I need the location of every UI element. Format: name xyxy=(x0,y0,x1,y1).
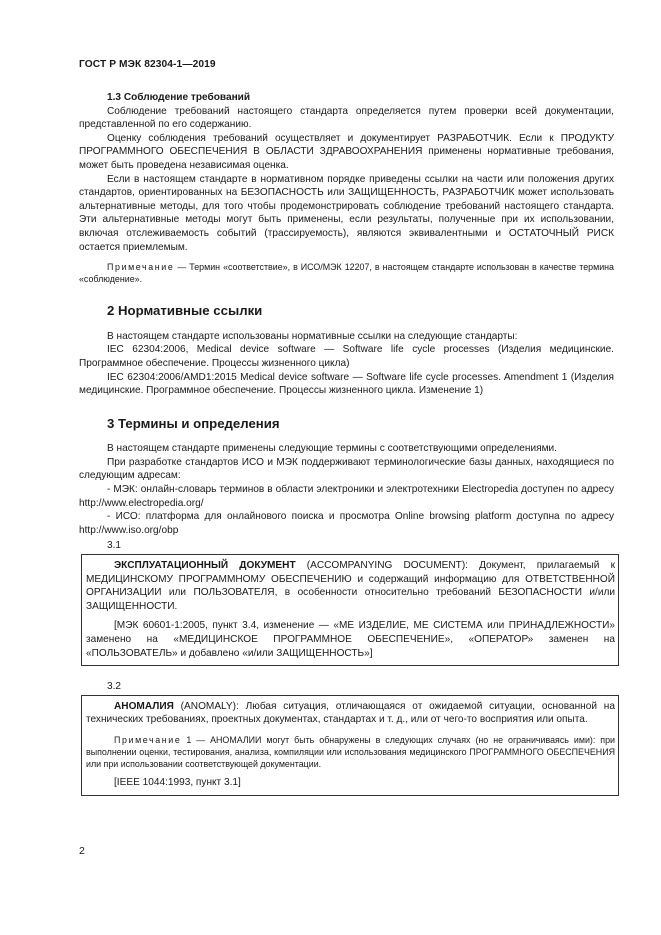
page-number: 2 xyxy=(79,845,85,857)
term-3-1-term: ЭКСПЛУАТАЦИОННЫЙ ДОКУМЕНТ xyxy=(114,560,296,572)
section-3-iso-link: - ИСО: платформа для онлайнового поиска и просмотра Online browsing platform доступна по адресу http://www.iso.org/obp xyxy=(79,511,614,536)
section-1-3-heading: 1.3 Соблюдение требований xyxy=(107,92,251,103)
section-1-3-paragraph-3: Если в настоящем стандарте в нормативном порядке приведены ссылки на части или положения других стандартов, ориентированных на БЕЗОПАСНОСТЬ или ЗАЩИЩЕННОСТЬ, РАЗРАБОТЧИК может использовать альтернативные методы, для того чтобы продемонстрировать соблюдение требований настоящего стандарта. Эти альтернативные методы могут быть применены, если результаты, полученные при их использовании, включая отслеживаемость событий (трассируемость), являются эквивалентными и ОСТАТОЧНЫЙ РИСК остается приемлемым. xyxy=(79,173,614,253)
term-3-1-number: 3.1 xyxy=(107,540,122,552)
term-3-2-source: [IEEE 1044:1993, пункт 3.1] xyxy=(114,776,241,788)
term-3-2-box xyxy=(81,695,619,796)
note-label: Примечание xyxy=(107,262,175,273)
term-3-2-note xyxy=(86,734,615,770)
term-3-1-definition-text: (ACCOMPANYING DOCUMENT): Документ, прилагаемый к МЕДИЦИНСКОМУ ПРОГРАММНОМУ ОБЕСПЕЧЕНИЮ и содержащий информацию для ОТВЕТСТВЕННОЙ ОРГАНИЗАЦИИ или ПОЛЬЗОВАТЕЛЯ, в особенности относительно требований БЕЗОПАСНОСТИ и/или ЗАЩИЩЕННОСТИ. xyxy=(86,560,615,612)
section-3-heading: 3 Термины и определения xyxy=(107,415,280,431)
section-2-heading: 2 Нормативные ссылки xyxy=(107,303,263,319)
note-text: 1 — АНОМАЛИИ могут быть обнаружены в следующих случаях (но не ограничиваясь ими): при выполнении оценки, тестирования, анализа, компиляции или использования медицинского ПРОГРАММНОГО ОБЕСПЕЧЕНИЯ или при использовании соответствующей документации. xyxy=(86,734,615,769)
term-3-2-definition-text: (ANOMALY): Любая ситуация, отличающаяся от ожидаемой ситуации, основанной на технических требованиях, проектных документах, стандартах и т. д., или от чего-то восприятия или опыта. xyxy=(86,700,615,726)
term-3-1-definition xyxy=(86,559,615,613)
term-3-1-source: [МЭК 60601-1:2005, пункт 3.4, изменение — «МЕ ИЗДЕЛИЕ, МЕ СИСТЕМА или ПРИНАДЛЕЖНОСТИ» заменено на «МЕДИЦИНСКОЕ ПРОГРАММНОЕ ОБЕСПЕЧЕНИЕ», «ОПЕРАТОР» заменен на «ПОЛЬЗОВАТЕЛЬ» и добавлено «и/или ЗАЩИЩЕННОСТЬ»] xyxy=(86,620,615,659)
document-body xyxy=(79,91,614,796)
document-header-title: ГОСТ Р МЭК 82304-1—2019 xyxy=(79,59,216,70)
section-3-iec-link: - МЭК: онлайн-словарь терминов в области электроники и электротехники Electropedia доступен по адресу http://www.electropedia.org/ xyxy=(79,484,614,509)
section-3-intro: В настоящем стандарте применены следующие термины с соответствующими определениями. xyxy=(107,443,557,455)
note-label: Примечание xyxy=(114,734,182,745)
section-1-3-note xyxy=(79,261,614,285)
section-3-paragraph-2: При разработке стандартов ИСО и МЭК поддерживают терминологические базы данных, находящиеся по следующим адресам: xyxy=(79,456,614,482)
section-1-3-paragraph-2: Оценку соблюдения требований осуществляет и документирует РАЗРАБОТЧИК. Если к ПРОДУКТУ ПРОГРАММНОГО ОБЕСПЕЧЕНИЯ В ОБЛАСТИ ЗДРАВООХРАНЕНИЯ применены нормативные требования, может быть проведена независимая оценка. xyxy=(79,132,614,171)
normative-reference-1: IEC 62304:2006, Medical device software — Software life cycle processes (Изделия медицинские. Программное обеспечение. Процессы жизненного цикла) xyxy=(79,344,614,369)
term-3-2-definition xyxy=(86,700,615,727)
term-3-2-number: 3.2 xyxy=(107,681,122,693)
section-2-intro: В настоящем стандарте использованы нормативные ссылки на следующие стандарты: xyxy=(107,330,518,342)
term-3-1-box xyxy=(81,554,619,666)
normative-reference-2: IEC 62304:2006/AMD1:2015 Medical device software — Software life cycle processes. Amendment 1 (Изделия медицинские. Программное обеспечение. Процессы жизненного цикла. Изменение 1) xyxy=(79,371,614,397)
note-text: — Термин «соответствие», в ИСО/МЭК 12207, в настоящем стандарте использован в качестве термина «соблюдение». xyxy=(79,262,614,285)
section-1-3-paragraph-1: Соблюдение требований настоящего стандарта определяется путем проверки всей документации, представленной по его содержанию. xyxy=(79,105,614,131)
term-3-2-term: АНОМАЛИЯ xyxy=(114,700,174,712)
